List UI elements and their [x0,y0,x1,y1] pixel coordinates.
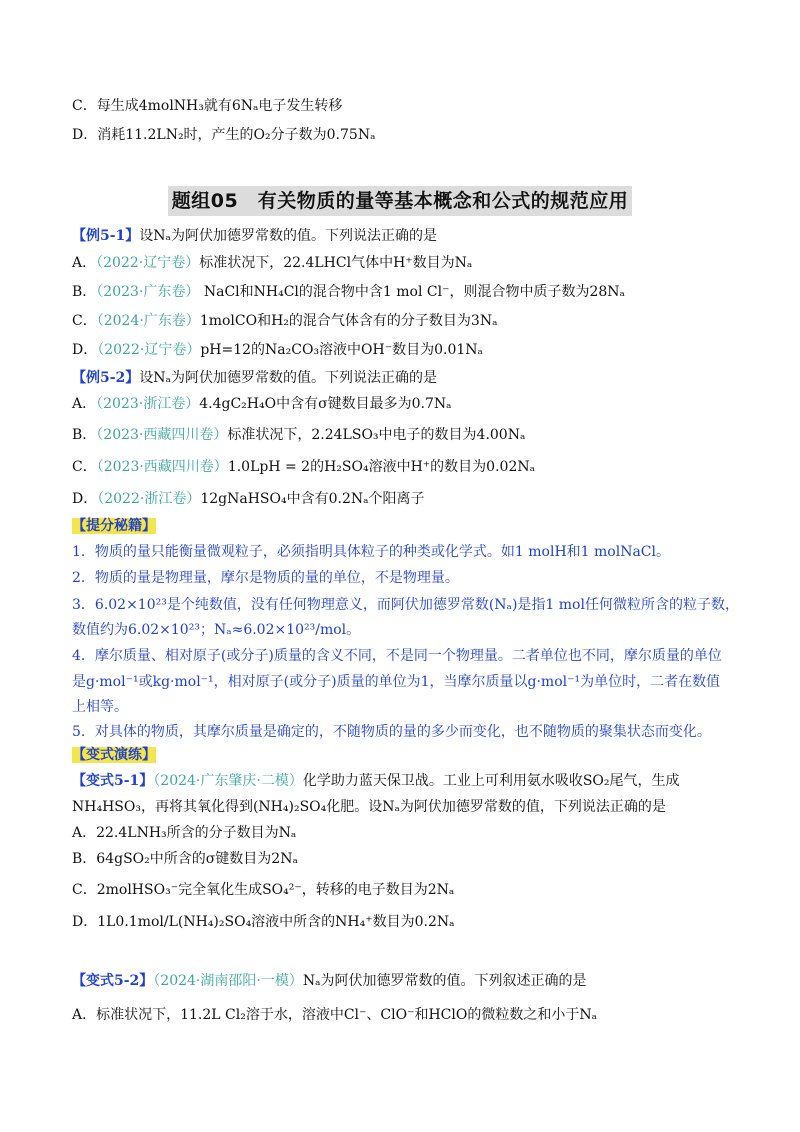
source-label: （2024·湖南邵阳·一模） [153,973,303,989]
option-text: NaCl和NH₄Cl的混合物中含1 mol Cl⁻，则混合物中质子数为28Nₐ [199,284,625,300]
option-label: A． [72,255,97,271]
example-5-1-option-a [72,253,740,273]
example-5-1-text: 设Nₐ为阿伏加德罗常数的值。下列说法正确的是 [139,228,437,244]
tip-4-line-1: 4．摩尔质量、相对原子(或分子)质量的含义不同，不是同一个物理量。二者单位也不同，摩尔质量的单位 [72,648,722,664]
option-text: 4.4gC₂H₄O中含有σ键数目最多为0.7Nₐ [199,396,452,412]
option-d-top: D．消耗11.2LN₂时，产生的O₂分子数为0.75Nₐ [72,127,376,143]
tip-2: 2．物质的量是物理量，摩尔是物质的量的单位，不是物理量。 [72,570,459,586]
variant-5-1-tag: 【变式5-1】 [72,773,154,789]
source-label: （2022·浙江卷） [97,491,201,507]
option-label: C． [72,313,97,329]
source-label: （2023·浙江卷） [96,396,200,412]
option-text: 12gNaHSO₄中含有0.2Nₐ个阳离子 [200,491,425,507]
variant-5-2-option-a: A．标准状况下，11.2L Cl₂溶于水，溶液中Cl⁻、ClO⁻和HClO的微粒数之和小于Nₐ [72,1007,597,1023]
option-text: 标准状况下，2.24LSO₃中电子的数目为4.00Nₐ [227,427,526,443]
section-title: 题组05 有关物质的量等基本概念和公式的规范应用 [168,186,632,216]
option-text: 1.0LpH = 2的H₂SO₄溶液中H⁺的数目为0.02Nₐ [227,459,536,475]
practice-heading-line [72,745,740,765]
tip-1: 1．物质的量只能衡量微观粒子，必须指明具体粒子的种类或化学式。如1 molH和1 molNaCl。 [72,544,670,560]
source-label: （2022·辽宁卷） [96,255,200,271]
example-5-1-option-b [72,282,740,302]
tip-3-line-1: 3．6.02×10²³是个纯数值，没有任何物理意义，而阿伏加德罗常数(Nₐ)是指1 mol任何微粒所含的粒子数， [72,597,739,613]
tips-heading: 【提分秘籍】 [72,518,156,534]
option-label: D． [72,491,98,507]
example-5-2-text: 设Nₐ为阿伏加德罗常数的值。下列说法正确的是 [139,370,437,386]
source-label: （2024·广东卷） [96,313,200,329]
tips-heading-line [72,516,740,536]
example-5-1-option-d [72,340,740,360]
example-5-2-option-a [72,394,740,414]
variant-5-1-option-c: C．2molHSO₃⁻完全氧化生成SO₄²⁻，转移的电子数目为2Nₐ [72,882,455,898]
option-label: C． [72,459,97,475]
source-label: （2024·广东肇庆·二模） [153,773,303,789]
option-text: pH=12的Na₂CO₃溶液中OH⁻数目为0.01Nₐ [200,342,483,358]
section-title-wrap [0,186,800,216]
tip-4-line-3: 上相等。 [72,699,128,715]
example-5-2-option-d [72,489,740,509]
variant-5-1-option-d: D．1L0.1mol/L(NH₄)₂SO₄溶液中所含的NH₄⁺数目为0.2Nₐ [72,914,455,930]
variant-5-2-tag: 【变式5-2】 [72,973,154,989]
tip-4-line-2: 是g·mol⁻¹或kg·mol⁻¹，相对原子(或分子)质量的单位为1，当摩尔质量以g·mol⁻¹为单位时，二者在数值 [72,674,721,690]
option-text: 标准状况下，22.4LHCl气体中H⁺数目为Nₐ [199,255,473,271]
variant-5-1-option-b: B．64gSO₂中所含的σ键数目为2Nₐ [72,851,298,867]
practice-heading: 【变式演练】 [72,747,156,763]
example-5-2-tag: 【例5-2】 [72,370,140,386]
variant-5-1-option-a: A．22.4LNH₃所含的分子数目为Nₐ [72,825,297,841]
example-5-1-tag: 【例5-1】 [72,228,140,244]
option-label: B． [72,427,97,443]
variant-5-1-text: 化学助力蓝天保卫战。工业上可利用氨水吸收SO₂尾气，生成 [302,773,680,789]
source-label: （2023·西藏四川卷） [96,427,228,443]
option-label: B． [72,284,97,300]
source-label: （2023·广东卷） [96,284,200,300]
option-label: D． [72,342,98,358]
source-label: （2023·西藏四川卷） [96,459,228,475]
variant-5-2-text: Nₐ为阿伏加德罗常数的值。下列叙述正确的是 [302,973,587,989]
example-5-1-option-c [72,311,740,331]
example-5-1-stem [72,226,740,246]
option-text: 1molCO和H₂的混合气体含有的分子数目为3Nₐ [199,313,498,329]
example-5-2-stem [72,368,740,388]
variant-5-2-stem [72,971,740,991]
tip-5: 5．对具体的物质，其摩尔质量是确定的，不随物质的量的多少而变化，也不随物质的聚集状态而变化。 [72,724,711,740]
example-5-2-option-b [72,425,740,445]
option-label: A． [72,396,97,412]
option-c-top: C．每生成4molNH₃就有6Nₐ电子发生转移 [72,98,343,114]
example-5-2-option-c [72,457,740,477]
tip-3-line-2: 数值约为6.02×10²³；Nₐ≈6.02×10²³/mol。 [72,622,361,638]
source-label: （2022·辽宁卷） [97,342,201,358]
variant-5-1-stem-line-2: NH₄HSO₃，再将其氧化得到(NH₄)₂SO₄化肥。设Nₐ为阿伏加德罗常数的值，下列说法正确的是 [72,799,666,815]
variant-5-1-stem-line-1 [72,771,740,791]
